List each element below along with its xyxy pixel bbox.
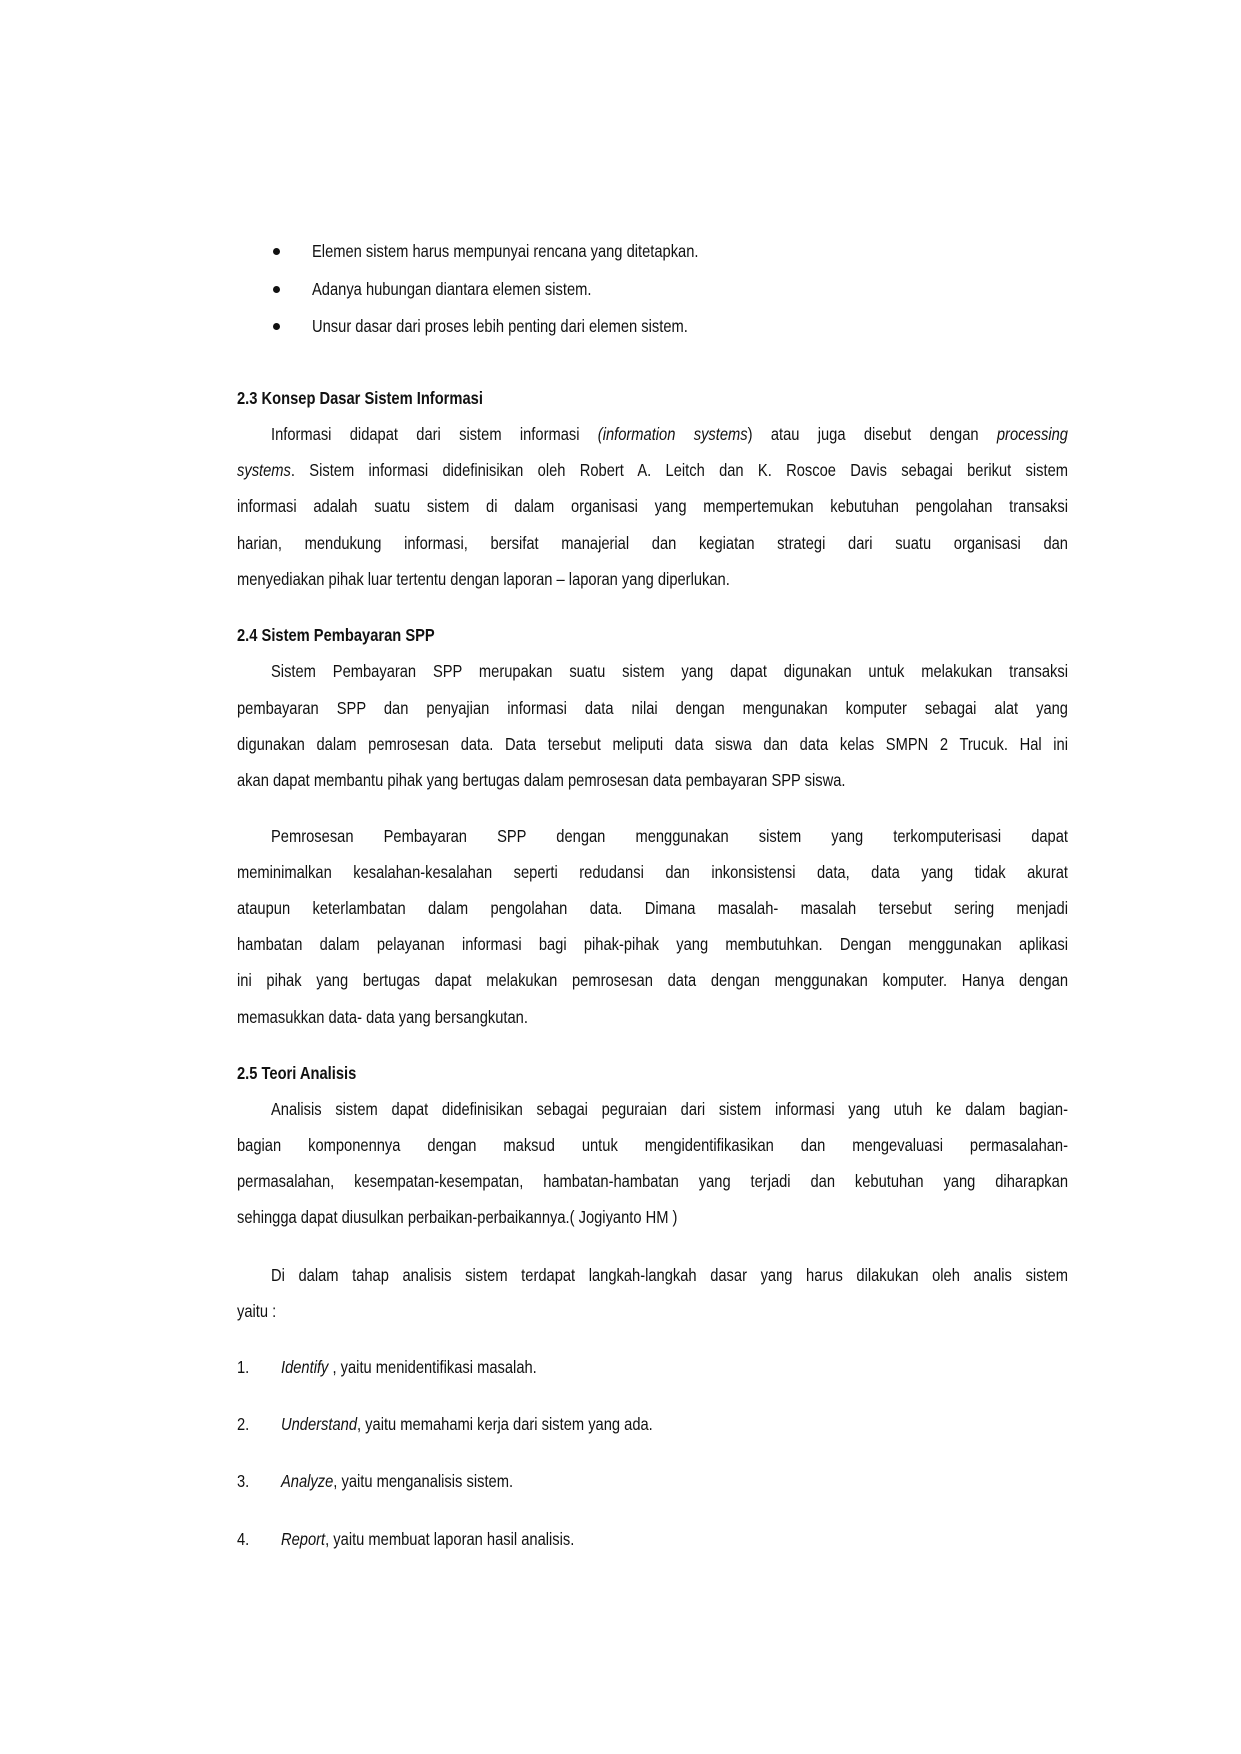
text-run: harian, mendukung informasi, bersifat manajerial dan kegiatan strategi dari suatu organisasi dan — [237, 533, 1068, 553]
text-run: ataupun keterlambatan dalam pengolahan data. Dimana masalah- masalah tersebut sering menjadi — [237, 898, 1068, 918]
text-run: , yaitu memahami kerja dari sistem yang ada. — [357, 1414, 653, 1434]
text-run: (information systems — [597, 424, 748, 444]
paragraph-line — [271, 659, 1068, 683]
bullet-item: Unsur dasar dari proses lebih penting dari elemen sistem. — [312, 316, 688, 336]
step-number: 3. — [237, 1471, 250, 1491]
text-run: ) atau juga disebut dengan — [747, 424, 997, 444]
text-run: permasalahan, kesempatan-kesempatan, hambatan-hambatan yang terjadi dan kebutuhan yang diharapkan — [237, 1171, 1068, 1191]
text-run: informasi adalah suatu sistem di dalam organisasi yang mempertemukan kebutuhan pengolahan transaksi — [237, 496, 1068, 516]
text-run: Informasi didapat dari sistem informasi — [271, 424, 598, 444]
text-run: Report — [281, 1529, 326, 1549]
text-run: Understand — [281, 1414, 358, 1434]
text-run: Analisis sistem dapat didefinisikan sebagai peguraian dari sistem informasi yang utuh ke dalam bagian- — [271, 1099, 1068, 1119]
bullet-icon — [273, 323, 280, 330]
bullet-item: Elemen sistem harus mempunyai rencana yang ditetapkan. — [312, 241, 699, 261]
paragraph-line — [237, 968, 1068, 992]
text-run: , yaitu menganalisis sistem. — [333, 1471, 514, 1491]
bullet-icon — [273, 248, 280, 255]
text-run: Identify — [281, 1357, 329, 1377]
text-run: yaitu : — [237, 1301, 277, 1321]
step-number: 4. — [237, 1529, 250, 1549]
paragraph-line — [237, 1205, 677, 1229]
paragraph-line — [237, 531, 1068, 555]
paragraph-line — [271, 824, 1068, 848]
paragraph-line — [237, 932, 1068, 956]
paragraph-line — [237, 458, 1068, 482]
step-number: 1. — [237, 1357, 250, 1377]
paragraph-line — [237, 896, 1068, 920]
text-run: meminimalkan kesalahan-kesalahan seperti redudansi dan inkonsistensi data, data yang tidak akurat — [237, 862, 1068, 882]
text-run: Di dalam tahap analisis sistem terdapat langkah-langkah dasar yang harus dilakukan oleh analis sistem — [271, 1265, 1068, 1285]
step-number: 2. — [237, 1414, 250, 1434]
text-run: bagian komponennya dengan maksud untuk mengidentifikasikan dan mengevaluasi permasalahan- — [237, 1135, 1068, 1155]
paragraph-line — [237, 860, 1068, 884]
bullet-item: Adanya hubungan diantara elemen sistem. — [312, 279, 592, 299]
paragraph-line — [237, 567, 730, 591]
text-run: , yaitu menidentifikasi masalah. — [328, 1357, 537, 1377]
text-run: akan dapat membantu pihak yang bertugas dalam pemrosesan data pembayaran SPP siswa. — [237, 770, 846, 790]
text-run: Analyze — [281, 1471, 334, 1491]
text-run: menyediakan pihak luar tertentu dengan laporan – laporan yang diperlukan. — [237, 569, 730, 589]
text-run: hambatan dalam pelayanan informasi bagi pihak-pihak yang membutuhkan. Dengan menggunakan aplikasi — [237, 934, 1068, 954]
text-run: processing — [996, 424, 1068, 444]
section-heading: 2.4 Sistem Pembayaran SPP — [237, 625, 435, 645]
paragraph-line — [237, 768, 846, 792]
text-run: . Sistem informasi didefinisikan oleh Robert A. Leitch dan K. Roscoe Davis sebagai berikut sistem — [290, 460, 1068, 480]
paragraph-line — [237, 1169, 1068, 1193]
paragraph-line — [237, 1133, 1068, 1157]
text-run: , yaitu membuat laporan hasil analisis. — [325, 1529, 575, 1549]
section-heading: 2.3 Konsep Dasar Sistem Informasi — [237, 388, 483, 408]
step-text — [281, 1469, 513, 1493]
text-run: Sistem Pembayaran SPP merupakan suatu sistem yang dapat digunakan untuk melakukan transaksi — [271, 661, 1068, 681]
paragraph-line — [237, 1299, 276, 1323]
paragraph-line — [271, 1263, 1068, 1287]
paragraph-line — [237, 1005, 528, 1029]
paragraph-line — [271, 1097, 1068, 1121]
paragraph-line — [237, 732, 1068, 756]
step-text — [281, 1412, 653, 1436]
text-run: memasukkan data- data yang bersangkutan. — [237, 1007, 528, 1027]
paragraph-line — [271, 422, 1068, 446]
section-heading: 2.5 Teori Analisis — [237, 1063, 357, 1083]
text-run: digunakan dalam pemrosesan data. Data tersebut meliputi data siswa dan data kelas SMPN 2 Trucuk. Hal ini — [237, 734, 1068, 754]
paragraph-line — [237, 494, 1068, 518]
bullet-icon — [273, 286, 280, 293]
paragraph-line — [237, 696, 1068, 720]
step-text — [281, 1355, 537, 1379]
text-run: ini pihak yang bertugas dapat melakukan pemrosesan data dengan menggunakan komputer. Hanya dengan — [237, 970, 1068, 990]
step-text — [281, 1527, 574, 1551]
text-run: systems — [237, 460, 291, 480]
text-run: sehingga dapat diusulkan perbaikan-perbaikannya.( Jogiyanto HM ) — [237, 1207, 678, 1227]
text-run: pembayaran SPP dan penyajian informasi data nilai dengan mengunakan komputer sebagai alat yang — [237, 698, 1068, 718]
text-run: Pemrosesan Pembayaran SPP dengan menggunakan sistem yang terkomputerisasi dapat — [271, 826, 1068, 846]
